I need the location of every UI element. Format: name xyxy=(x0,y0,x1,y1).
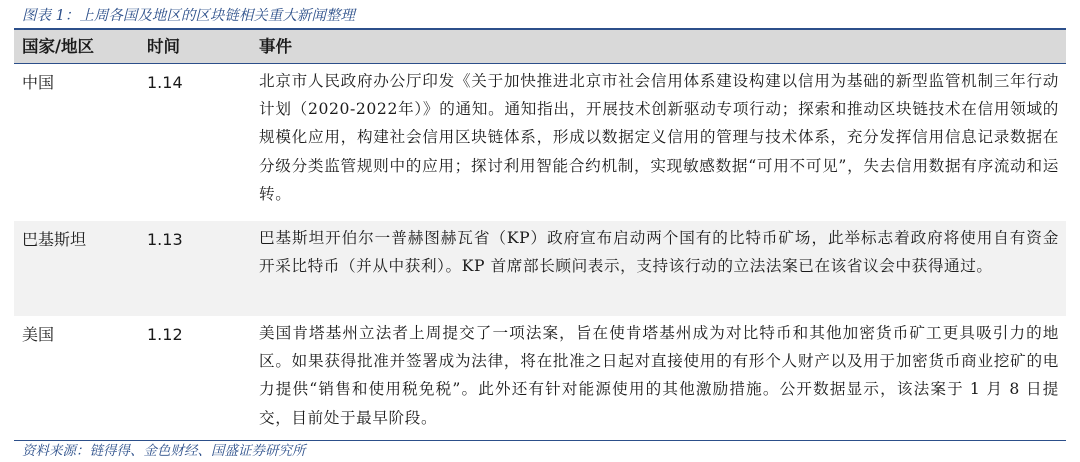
table-header-row xyxy=(14,30,1066,63)
column-header-time: 时间 xyxy=(147,37,180,56)
table-row xyxy=(14,64,1066,221)
row-country: 巴基斯坦 xyxy=(22,230,87,249)
column-header-event: 事件 xyxy=(259,37,292,56)
table-row xyxy=(14,316,1066,440)
row-time: 1.12 xyxy=(147,325,183,344)
row-event: 美国肯塔基州立法者上周提交了一项法案，旨在使肯塔基州成为对比特币和其他加密货币矿工更具吸引力的地区。如果获得批准并签署成为法律，将在批准之日起对直接使用的有形个人财产以及用于加密货币商业挖矿的电力提供“销售和使用税免税”。此外还有针对能源使用的其他激励措施。公开数据显示，该法案于 1 月 8 日提交，目前处于最早阶段。 xyxy=(259,324,1059,427)
row-event: 巴基斯坦开伯尔一普赫图赫瓦省（KP）政府宣布启动两个国有的比特币矿场，此举标志着政府将使用自有资金开采比特币（并从中获利）。KP 首席部长顾问表示，支持该行动的立法法案已在该省议会中获得通过。 xyxy=(259,229,1059,276)
table-row xyxy=(14,221,1066,316)
row-time: 1.14 xyxy=(147,73,183,92)
table-caption: 图表 1：上周各国及地区的区块链相关重大新闻整理 xyxy=(22,8,355,24)
column-header-country: 国家/地区 xyxy=(22,37,95,56)
row-time: 1.13 xyxy=(147,230,183,249)
row-country: 中国 xyxy=(22,73,55,92)
row-event: 北京市人民政府办公厅印发《关于加快推进北京市社会信用体系建设构建以信用为基础的新型监管机制三年行动计划（2020-2022年）》的通知。通知指出，开展技术创新驱动专项行动；探索和推动区块链技术在信用领域的规模化应用，构建社会信用区块链体系，形成以数据定义信用的管理与技术体系，充分发挥信用信息记录数据在分级分类监管规则中的应用；探讨利用智能合约机制，实现敏感数据“可用不可见”，失去信用数据有序流动和运转。 xyxy=(259,72,1059,203)
source-note: 资料来源：链得得、金色财经、国盛证券研究所 xyxy=(22,443,306,459)
row-country: 美国 xyxy=(22,325,55,344)
